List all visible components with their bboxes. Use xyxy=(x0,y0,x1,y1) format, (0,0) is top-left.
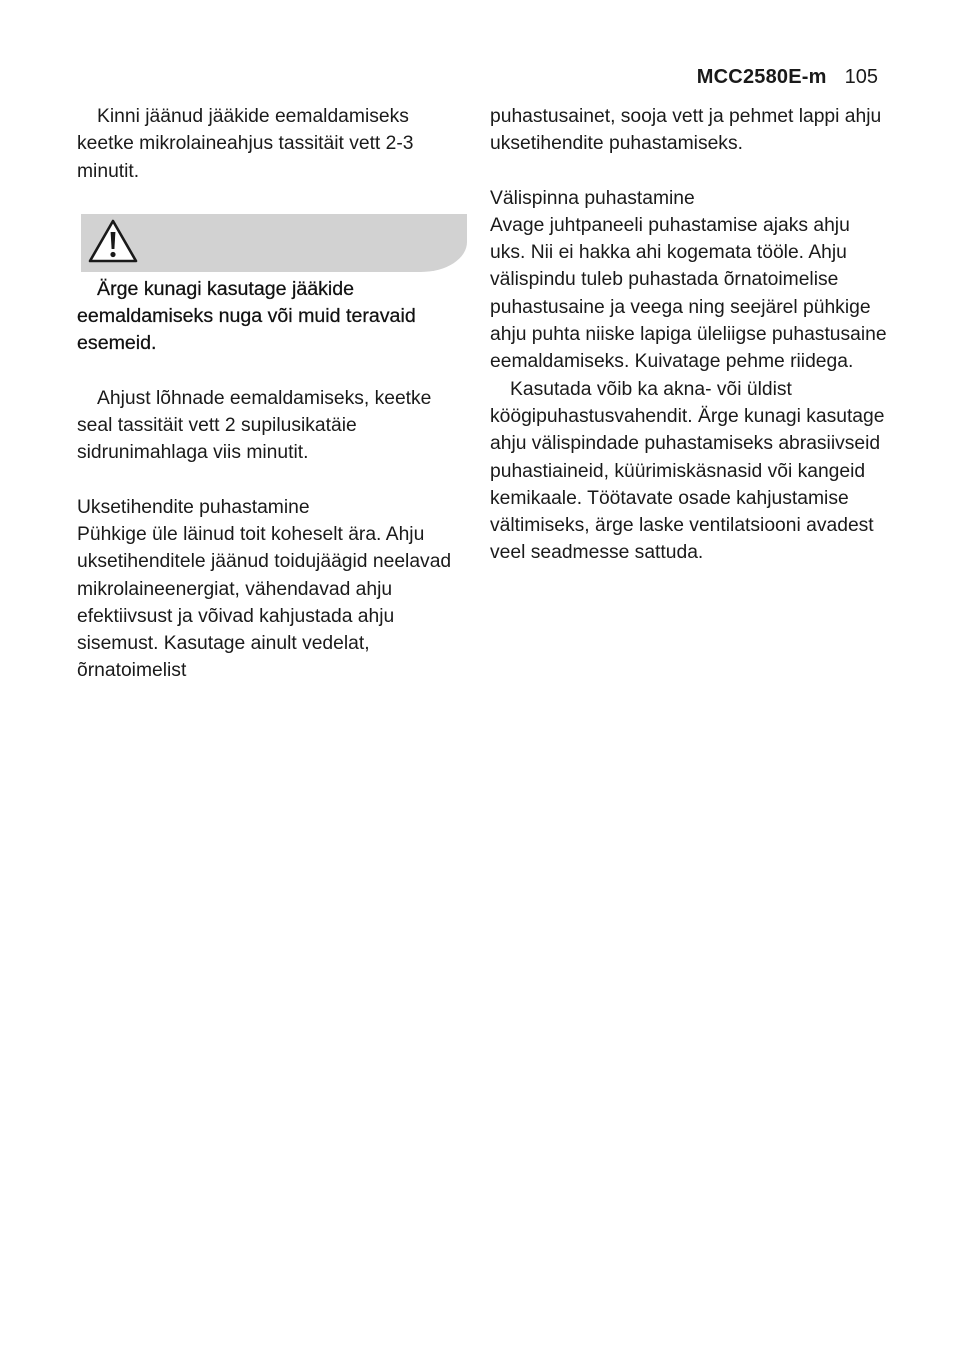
model-code: MCC2580E-m xyxy=(696,66,827,88)
heading-door-seals: Uksetihendite puhastamine xyxy=(77,496,310,518)
page-number: 105 xyxy=(844,66,878,88)
heading-exterior-cleaning: Välispinna puhastamine xyxy=(490,187,695,209)
paragraph-cleaning-agents: Kasutada võib ka akna- või üldist köögipuhastusvahendit. Ärge kunagi kasutage ahju välispindade puhastamiseks abrasiivseid puhastiaineid, küürimiskäsnasid või kangeid kemikaale. Töötavate osade kahjustamise vältimiseks, ärge laske ventilatsiooni avadest veel seadmesse sattuda. xyxy=(490,378,885,564)
paragraph-door-seals: Pühkige üle läinud toit koheselt ära. Ahju uksetihenditele jäänud toidujäägid neelavad mikrolaineenergiat, vähendavad ahju efektiivsust ja võivad kahjustada ahju sisemust. Kasutage ainult vedelat, õrnatoimelist xyxy=(77,523,452,682)
paragraph-door-seals-continued: puhastusainet, sooja vett ja pehmet lappi ahju uksetihendite puhastamiseks. xyxy=(490,106,882,155)
warning-text: Ärge kunagi kasutage jääkide eemaldamiseks nuga või muid teravaid esemeid. xyxy=(77,277,416,355)
page-header xyxy=(697,62,878,92)
warning-bar xyxy=(81,214,467,272)
paragraph-exterior-cleaning: Avage juhtpaneeli puhastamise ajaks ahju uks. Nii ei hakka ahi kogemata tööle. Ahju välispindu tuleb puhastada õrnatoimelise puhastusaine ja veega ning seejärel pühkige ahju puhta niiske lapiga üleliigse puhastusaine eemaldamiseks. Kuivatage pehme riidega. xyxy=(490,214,887,373)
left-column xyxy=(77,103,469,685)
paragraph-residue-removal: Kinni jäänud jääkide eemaldamiseks keetke mikrolaineahjus tassitäit vett 2-3 minutit. xyxy=(77,106,414,182)
right-column xyxy=(490,103,890,567)
paragraph-odor-removal: Ahjust lõhnade eemaldamiseks, keetke seal tassitäit vett 2 supilusikatäie sidrunimahlaga viis minutit. xyxy=(77,387,432,464)
warning-triangle-icon xyxy=(87,218,139,264)
